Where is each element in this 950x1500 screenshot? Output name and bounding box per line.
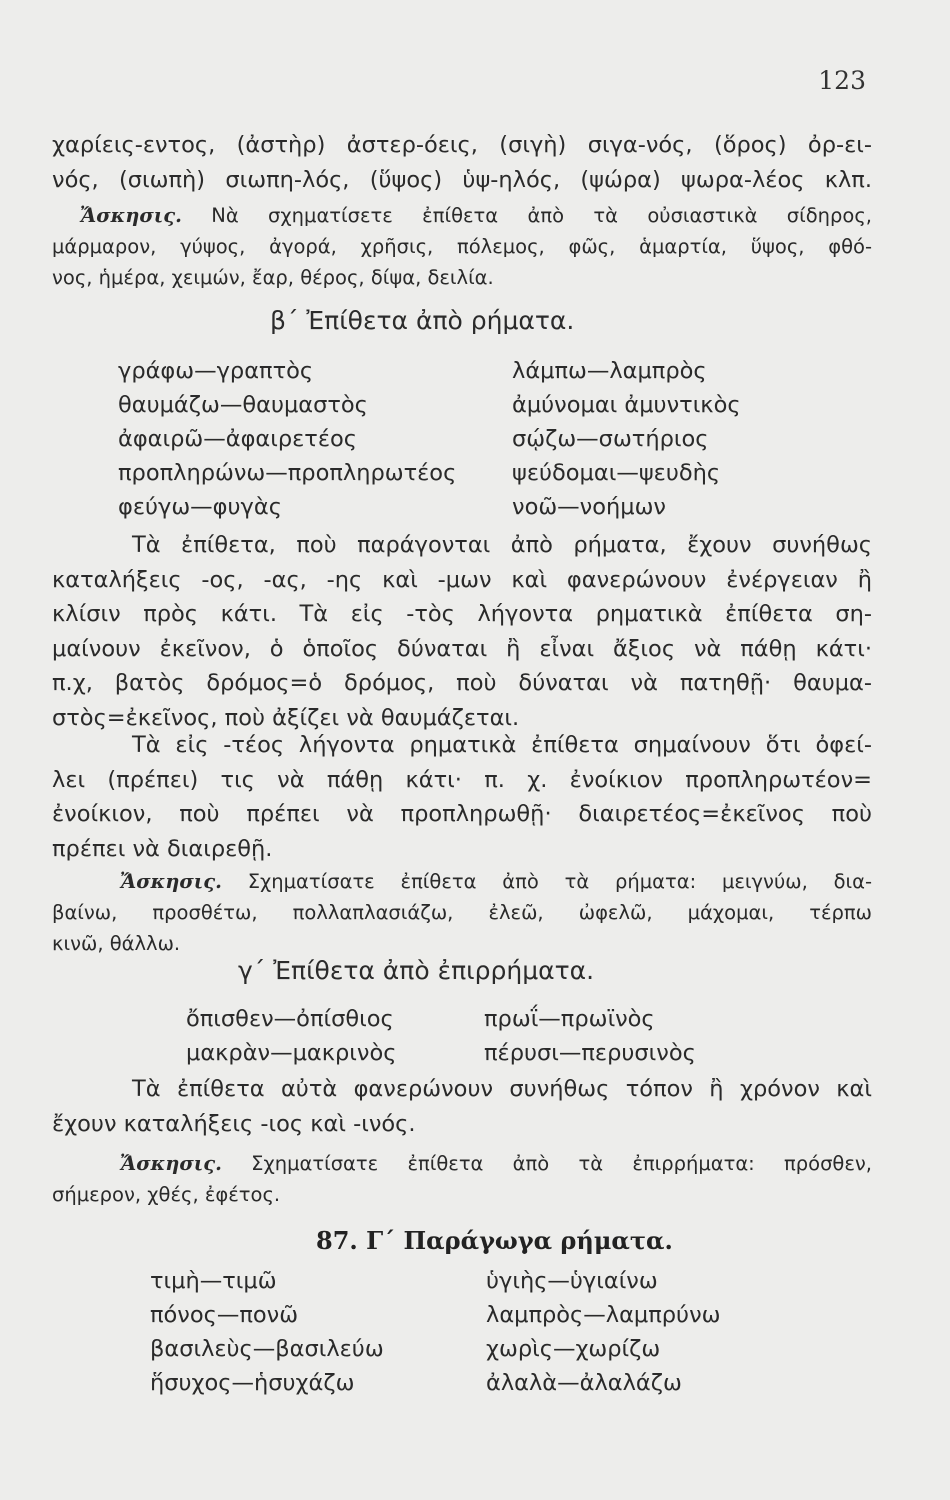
text-line: νός, (σιωπὴ) σιωπη-λός, (ὕψος) ὑψ-ηλός, (ψώρα) ψωρα-λέος κλπ. <box>52 166 872 193</box>
derived-verbs-left <box>150 1264 384 1400</box>
text-line: ἔχουν καταλήξεις -ιος καὶ -ινός. <box>52 1110 416 1137</box>
paragraph-teos <box>52 728 872 866</box>
pair-item: θαυμάζω—θαυμαστὸς <box>118 392 368 418</box>
pair-item: ἀφαιρῶ—ἀφαιρετέος <box>118 426 357 452</box>
pair-item: νοῶ—νοήμων <box>512 494 666 520</box>
section-b-heading: β΄ Ἐπίθετα ἀπὸ ρήματα. <box>270 306 575 335</box>
pair-item: ὄπισθεν—ὀπίσθιος <box>186 1006 394 1032</box>
derived-verbs-right <box>486 1264 720 1400</box>
pair-item: πέρυσι—περυσινὸς <box>484 1040 696 1066</box>
text-line: μαίνουν ἐκεῖνον, ὁ ὁποῖος δύναται ἢ εἶναι ἄξιος νὰ πάθῃ κάτι· <box>52 635 872 662</box>
pair-item: λαμπρὸς—λαμπρύνω <box>486 1302 721 1328</box>
text-line: πρέπει νὰ διαιρεθῇ. <box>52 835 273 862</box>
text-line: Τὰ ἐπίθετα, ποὺ παράγονται ἀπὸ ρήματα, ἔχουν συνήθως <box>132 532 872 558</box>
pair-item: προπληρώνω—προπληρωτέος <box>118 460 457 486</box>
page-number: 123 <box>818 66 866 95</box>
exercise-text: Νὰ σχηματίσετε ἐπίθετα ἀπὸ τὰ οὐσιαστικὰ σίδηρος, <box>211 204 872 227</box>
text-line: σήμερον, χθές, ἐφέτος. <box>52 1183 281 1206</box>
verb-pairs-right <box>512 354 741 524</box>
pair-item: λάμπω—λαμπρὸς <box>512 358 707 384</box>
exercise-text: Σχηματίσατε ἐπίθετα ἀπὸ τὰ ἐπιρρήματα: πρόσθεν, <box>251 1152 872 1175</box>
adverb-pairs-left <box>186 1002 396 1070</box>
text-line: στὸς=ἐκεῖνος, ποὺ ἀξίζει νὰ θαυμάζεται. <box>52 704 520 731</box>
text-line: Τὰ εἰς -τέος λήγοντα ρηματικὰ ἐπίθετα σημαίνουν ὅτι ὀφεί- <box>132 732 872 758</box>
intro-paragraph <box>52 128 872 197</box>
paragraph-adverbial-adjectives <box>52 1072 872 1141</box>
exercise-3 <box>52 1148 872 1210</box>
exercise-label: Ἄσκησις. <box>120 1152 222 1175</box>
text-line: ἐνοίκιον, ποὺ πρέπει νὰ προπληρωθῇ· διαιρετέος=ἐκεῖνος ποὺ <box>52 801 872 827</box>
pair-item: ὑγιὴς—ὑγιαίνω <box>486 1268 658 1294</box>
exercise-1 <box>52 200 872 293</box>
section-87-heading: 87. Γ΄ Παράγωγα ρήματα. <box>316 1226 673 1255</box>
text-line: μάρμαρον, γύψος, ἀγορά, χρῆσις, πόλεμος, φῶς, ἁμαρτία, ὕψος, φθό- <box>52 235 872 258</box>
adverb-pairs-right <box>484 1002 696 1070</box>
exercise-label: Ἄσκησις. <box>120 870 222 893</box>
verb-pairs-left <box>118 354 456 524</box>
pair-item: βασιλεὺς—βασιλεύω <box>150 1336 384 1362</box>
text-line <box>52 200 872 231</box>
pair-item: ἥσυχος—ἡσυχάζω <box>150 1370 355 1396</box>
pair-item: χωρὶς—χωρίζω <box>486 1336 661 1362</box>
pair-item: ἀλαλὰ—ἀλαλάζω <box>486 1370 682 1396</box>
text-line: καταλήξεις -ος, -ας, -ης καὶ -μων καὶ φανερώνουν ἐνέργειαν ἢ <box>52 566 872 593</box>
text-line: χαρίεις-εντος, (ἀστὴρ) ἀστερ-όεις, (σιγὴ) σιγα-νός, (ὅρος) ὀρ-ει- <box>52 132 872 158</box>
exercise-label: Ἄσκησις. <box>80 204 182 227</box>
text-line: κλίσιν πρὸς κάτι. Τὰ εἰς -τὸς λήγοντα ρηματικὰ ἐπίθετα ση- <box>52 601 872 627</box>
text-line: π.χ, βατὸς δρόμος=ὁ δρόμος, ποὺ δύναται νὰ πατηθῇ· θαυμα- <box>52 670 872 696</box>
exercise-text: Σχηματίσατε ἐπίθετα ἀπὸ τὰ ρήματα: μειγνύω, δια- <box>247 870 872 893</box>
pair-item: μακρὰν—μακρινὸς <box>186 1040 397 1066</box>
section-c-heading: γ΄ Ἐπίθετα ἀπὸ ἐπιρρήματα. <box>238 956 595 985</box>
text-line <box>52 866 872 897</box>
pair-item: τιμὴ—τιμῶ <box>150 1268 277 1294</box>
text-line: κινῶ, θάλλω. <box>52 932 181 955</box>
text-line: Τὰ ἐπίθετα αὐτὰ φανερώνουν συνήθως τόπον ἢ χρόνον καὶ <box>132 1076 872 1102</box>
pair-item: σῴζω—σωτήριος <box>512 426 709 452</box>
pair-item: πόνος—πονῶ <box>150 1302 299 1328</box>
exercise-2 <box>52 866 872 959</box>
pair-item: ἀμύνομαι ἀμυντικὸς <box>512 392 741 418</box>
text-line: νος, ἡμέρα, χειμών, ἔαρ, θέρος, δίψα, δειλία. <box>52 266 494 289</box>
text-line <box>52 1148 872 1179</box>
pair-item: πρωΐ—πρωϊνὸς <box>484 1006 655 1032</box>
text-line: βαίνω, προσθέτω, πολλαπλασιάζω, ἐλεῶ, ὠφελῶ, μάχομαι, τέρπω <box>52 901 872 924</box>
text-line: λει (πρέπει) τις νὰ πάθῃ κάτι· π. χ. ἐνοίκιον προπληρωτέον= <box>52 766 872 793</box>
pair-item: φεύγω—φυγὰς <box>118 494 282 520</box>
paragraph-verbal-adjectives <box>52 528 872 735</box>
pair-item: γράφω—γραπτὸς <box>118 358 314 384</box>
pair-item: ψεύδομαι—ψευδὴς <box>512 460 721 486</box>
